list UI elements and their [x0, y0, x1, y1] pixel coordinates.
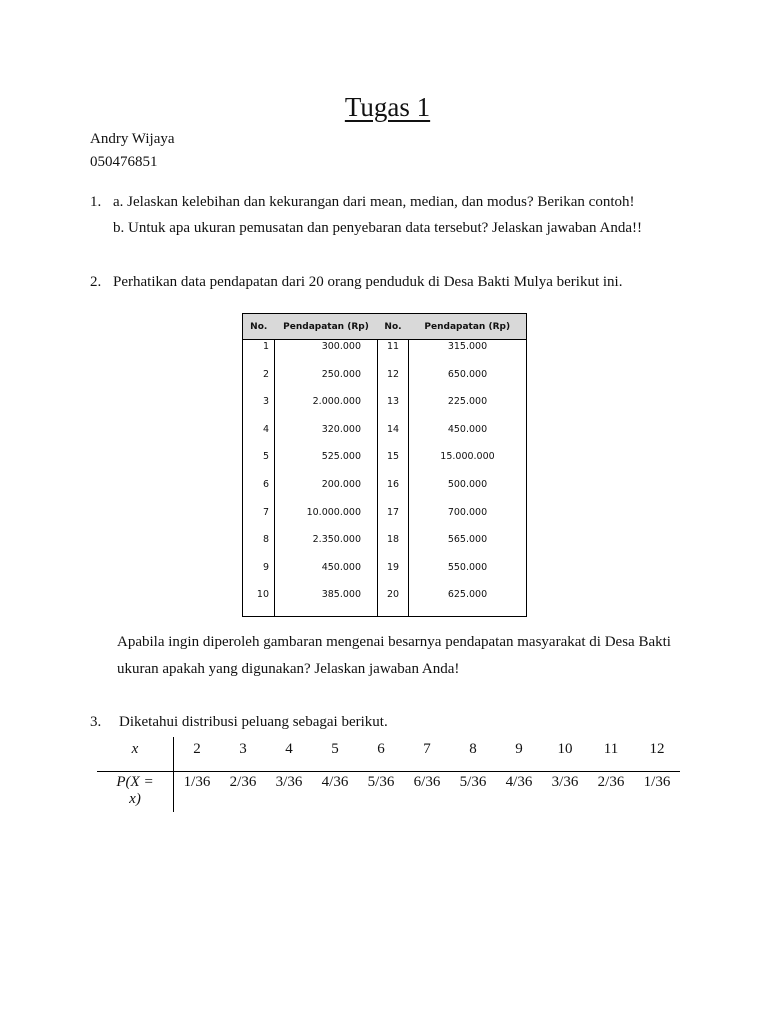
- x-value: 6: [358, 737, 404, 772]
- row-income: 650.000: [447, 368, 488, 380]
- probability-value: 5/36: [367, 774, 395, 790]
- probability-values-row: [97, 772, 680, 813]
- income-table-header-row: [243, 314, 527, 340]
- table-row: [243, 506, 527, 534]
- row-no: 10: [243, 588, 275, 616]
- table-row: [243, 478, 527, 506]
- row-no: 18: [378, 533, 409, 561]
- question-2-followup-line-2: ukuran apakah yang digunakan? Jelaskan jawaban Anda!: [117, 661, 460, 677]
- row-income: 450.000: [447, 423, 488, 435]
- row-no: 13: [378, 395, 409, 423]
- row-no: 16: [378, 478, 409, 506]
- row-income: 500.000: [447, 478, 488, 490]
- probability-value: 4/36: [321, 774, 349, 790]
- row-income: 525.000: [275, 450, 378, 478]
- col-header-income-2: Pendapatan (Rp): [409, 314, 527, 340]
- x-value: 8: [450, 737, 496, 772]
- row-no: 5: [243, 450, 275, 478]
- probability-value: 5/36: [459, 774, 487, 790]
- author-nim: 050476851: [90, 154, 158, 170]
- x-label: x: [97, 737, 174, 772]
- row-income: 625.000: [447, 589, 488, 601]
- x-value: 7: [404, 737, 450, 772]
- row-income: 2.350.000: [275, 533, 378, 561]
- row-no: 1: [243, 340, 275, 368]
- question-2-number: 2.: [90, 274, 102, 290]
- probability-value: 3/36: [275, 774, 303, 790]
- x-value: 10: [542, 737, 588, 772]
- probability-label: [97, 772, 174, 813]
- x-value: 2: [174, 737, 221, 772]
- table-row: [243, 368, 527, 396]
- question-2-followup-line-1: Apabila ingin diperoleh gambaran mengenai besarnya pendapatan masyarakat di Desa Bakti: [117, 634, 671, 650]
- probability-label-line-2: x): [129, 791, 141, 807]
- row-income: 315.000: [447, 341, 488, 352]
- table-row: [243, 450, 527, 478]
- row-income: 200.000: [275, 478, 378, 506]
- document-title: Tugas 1: [344, 92, 431, 122]
- probability-value: 1/36: [183, 774, 211, 790]
- question-2-text: Perhatikan data pendapatan dari 20 orang penduduk di Desa Bakti Mulya berikut ini.: [113, 274, 623, 290]
- row-no: 7: [243, 506, 275, 534]
- question-1b-text: b. Untuk apa ukuran pemusatan dan penyebaran data tersebut? Jelaskan jawaban Anda!!: [113, 220, 642, 236]
- col-header-no-1: No.: [243, 314, 275, 340]
- col-header-income-1: Pendapatan (Rp): [275, 314, 378, 340]
- row-income: 10.000.000: [275, 506, 378, 534]
- table-row: [243, 340, 527, 368]
- row-no: 20: [378, 588, 409, 616]
- question-3-text: Diketahui distribusi peluang sebagai berikut.: [119, 714, 388, 730]
- probability-value: 2/36: [597, 774, 625, 790]
- x-value: 5: [312, 737, 358, 772]
- table-row: [243, 588, 527, 616]
- x-value: 9: [496, 737, 542, 772]
- row-no: 15: [378, 450, 409, 478]
- x-value: 12: [634, 737, 680, 772]
- probability-value: 6/36: [413, 774, 441, 790]
- row-no: 11: [378, 340, 409, 368]
- probability-distribution-table: [97, 737, 680, 812]
- row-no: 19: [378, 561, 409, 589]
- row-no: 8: [243, 533, 275, 561]
- probability-value: 1/36: [643, 774, 671, 790]
- row-no: 6: [243, 478, 275, 506]
- question-1a-text: a. Jelaskan kelebihan dan kekurangan dari mean, median, dan modus? Berikan contoh!: [113, 194, 635, 210]
- x-value: 4: [266, 737, 312, 772]
- row-no: 17: [378, 506, 409, 534]
- table-row: [243, 423, 527, 451]
- probability-value: 2/36: [229, 774, 257, 790]
- row-income: 550.000: [447, 561, 488, 573]
- row-income: 320.000: [275, 423, 378, 451]
- x-value: 11: [588, 737, 634, 772]
- row-income: 2.000.000: [275, 395, 378, 423]
- row-no: 12: [378, 368, 409, 396]
- question-1-number: 1.: [90, 194, 102, 210]
- row-income: 565.000: [447, 534, 488, 546]
- row-income: 250.000: [275, 368, 378, 396]
- income-table: [242, 313, 527, 617]
- row-income: 700.000: [447, 506, 488, 518]
- probability-value: 4/36: [505, 774, 533, 790]
- row-no: 14: [378, 423, 409, 451]
- row-income: 385.000: [275, 588, 378, 616]
- table-row: [243, 561, 527, 589]
- question-3-number: 3.: [90, 714, 102, 730]
- author-name: Andry Wijaya: [90, 131, 175, 147]
- row-no: 9: [243, 561, 275, 589]
- row-no: 4: [243, 423, 275, 451]
- row-income: 300.000: [275, 340, 378, 368]
- col-header-no-2: No.: [378, 314, 409, 340]
- table-row: [243, 533, 527, 561]
- row-no: 3: [243, 395, 275, 423]
- probability-label-line-1: P(X =: [116, 774, 154, 790]
- x-values-row: [97, 737, 680, 772]
- row-income: 225.000: [447, 396, 488, 408]
- row-income: 450.000: [275, 561, 378, 589]
- row-no: 2: [243, 368, 275, 396]
- row-income: 15.000.000: [440, 451, 495, 463]
- x-value: 3: [220, 737, 266, 772]
- probability-value: 3/36: [551, 774, 579, 790]
- table-row: [243, 395, 527, 423]
